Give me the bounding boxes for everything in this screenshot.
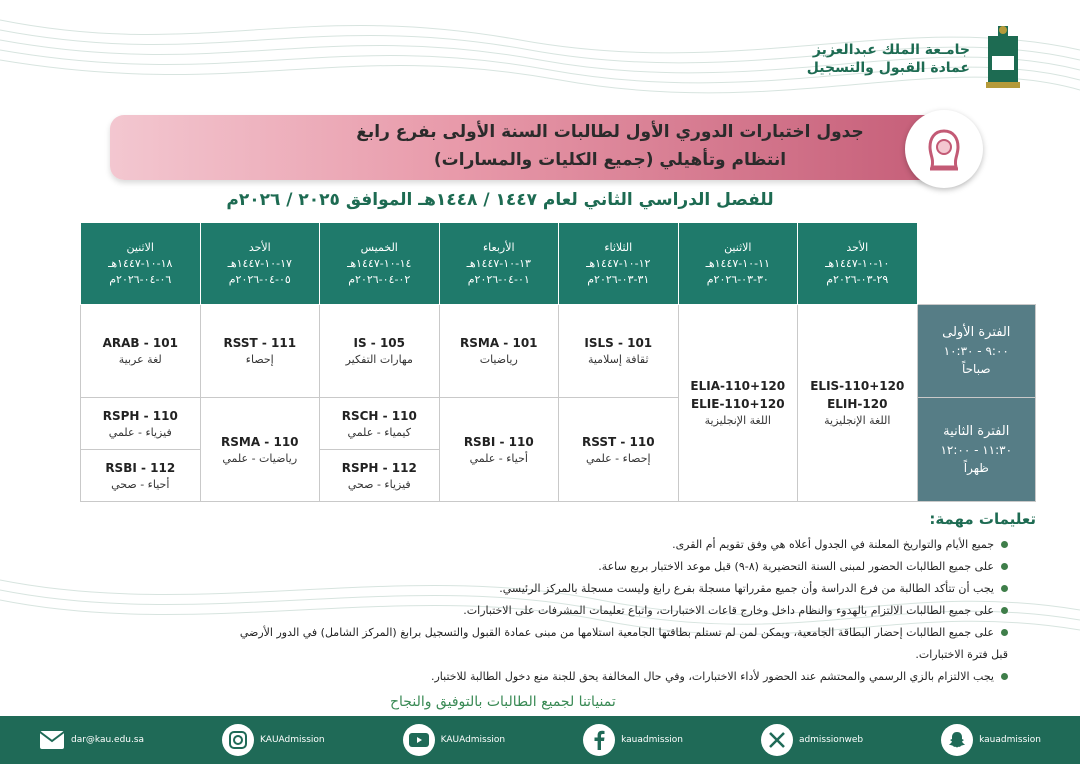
day-header-3: الأربعاء ١٣-١٠-١٤٤٧هـ ٠١-٠٤-٢٠٢٦م (439, 223, 559, 305)
table-header-row (81, 223, 1036, 305)
page-title (330, 118, 890, 174)
cell-p2-thu-b: RSPH - 112 فيزياء - صحي (320, 450, 440, 502)
instruction-item: يجب أن تتأكد الطالبة من فرع الدراسة وأن جميع مقرراتها مسجلة بفرع رابغ وليست مسجلة بالمركز الرئيسي. (48, 578, 1008, 600)
day-header-0: الأحد ١٠-١٠-١٤٤٧هـ ٢٩-٠٣-٢٠٢٦م (798, 223, 918, 305)
cell-p2-tue: RSST - 110 إحصاء - علمي (559, 398, 679, 502)
instagram-icon (222, 724, 254, 756)
instruction-item: على جميع الطالبات إحضار البطاقة الجامعية، ويمكن لمن لم تستلم بطاقتها الجامعية استلامها من مبنى عمادة القبول والتسجيل برابغ (المركز الشامل) في الدور الأرضي (48, 622, 1008, 644)
day-header-1: الاثنين ١١-١٠-١٤٤٧هـ ٣٠-٠٣-٢٠٢٦م (678, 223, 798, 305)
instruction-item: جميع الأيام والتواريخ المعلنة في الجدول أعلاه هي وفق تقويم أم القرى. (48, 534, 1008, 556)
x-link[interactable] (761, 724, 863, 756)
footer-social-bar (0, 716, 1080, 764)
instruction-item: على جميع الطالبات الحضور لمبنى السنة التحضيرية (٨-٩) قبل موعد الاختبار بربع ساعة. (48, 556, 1008, 578)
cell-p2-mon2-a: RSPH - 110 فيزياء - علمي (81, 398, 201, 450)
instagram-handle: KAUAdmission (260, 735, 325, 745)
facebook-icon (583, 724, 615, 756)
deanship-name: عمادة القبول والتسجيل (806, 60, 970, 76)
period-2-label: الفترة الثانية ١١:٣٠ - ١٢:٠٠ ظهراً (917, 398, 1035, 502)
university-name: جامـعة الملك عبدالعزيز (812, 42, 970, 58)
day-header-6: الاثنين ١٨-١٠-١٤٤٧هـ ٠٦-٠٤-٢٠٢٦م (81, 223, 201, 305)
instructions-list (48, 534, 1008, 688)
instagram-link[interactable] (222, 724, 325, 756)
instruction-item: يجب الالتزام بالزي الرسمي والمحتشم عند الحضور لأداء الاختبارات، وفي حال المخالفة يحق للجنة منع دخول الطالبة للاختبار. (48, 666, 1008, 688)
youtube-icon (403, 724, 435, 756)
cell-p1-tue: ISLS - 101 ثقافة إسلامية (559, 305, 679, 398)
university-emblem-icon (978, 26, 1028, 92)
table-corner (917, 223, 1035, 305)
student-avatar (905, 110, 983, 188)
email-icon (39, 730, 65, 750)
facebook-link[interactable] (583, 724, 683, 756)
cell-p2-wed: RSBI - 110 أحياء - علمي (439, 398, 559, 502)
snapchat-handle: kauadmission (979, 735, 1041, 745)
cell-p1-thu: IS - 105 مهارات التفكير (320, 305, 440, 398)
cell-p2-mon2-b: RSBI - 112 أحياء - صحي (81, 450, 201, 502)
youtube-link[interactable] (403, 724, 506, 756)
snapchat-link[interactable] (941, 724, 1041, 756)
cell-p1-sun2: RSST - 111 إحصاء (200, 305, 320, 398)
day-header-2: الثلاثاء ١٢-١٠-١٤٤٧هـ ٣١-٠٣-٢٠٢٦م (559, 223, 679, 305)
title-line-1: جدول اختبارات الدوري الأول لطالبات السنة الأولى بفرع رابغ (356, 122, 864, 142)
university-logo-block (788, 24, 1028, 94)
period-1-label: الفترة الأولى ٩:٠٠ - ١٠:٣٠ صباحاً (917, 305, 1035, 398)
facebook-handle: kauadmission (621, 735, 683, 745)
day-header-4: الخميس ١٤-١٠-١٤٤٧هـ ٠٢-٠٤-٢٠٢٦م (320, 223, 440, 305)
instruction-item-continued: قبل فترة الاختبارات. (915, 648, 1008, 661)
email-text: dar@kau.edu.sa (70, 735, 145, 745)
instruction-item: على جميع الطالبات الالتزام بالهدوء والنظام داخل وخارج قاعات الاختبارات، واتباع تعليمات المشرفات على الاختبارات. (48, 600, 1008, 622)
snapchat-icon (941, 724, 973, 756)
day-header-5: الأحد ١٧-١٠-١٤٤٧هـ ٠٥-٠٤-٢٠٢٦م (200, 223, 320, 305)
closing-wish: تمنياتنا لجميع الطالبات بالتوفيق والنجاح (390, 694, 616, 710)
cell-p2-sun2: RSMA - 110 رياضيات - علمي (200, 398, 320, 502)
exam-schedule-table (80, 222, 1036, 502)
cell-p1-wed: RSMA - 101 رياضيات (439, 305, 559, 398)
cell-p2-thu-a: RSCH - 110 كيمياء - علمي (320, 398, 440, 450)
email-link[interactable] (39, 730, 144, 750)
title-line-2: انتظام وتأهيلي (جميع الكليات والمسارات) (433, 150, 787, 170)
instructions-title: تعليمات مهمة: (929, 510, 1036, 528)
period-1-row (81, 305, 1036, 398)
cell-sun-english: ELIS-110+120 ELIH-120 اللغة الإنجليزية (798, 305, 918, 502)
cell-p1-mon2: ARAB - 101 لغة عربية (81, 305, 201, 398)
female-student-icon (920, 125, 968, 173)
x-icon (761, 724, 793, 756)
x-handle: admissionweb (798, 735, 864, 745)
cell-mon-english: ELIA-110+120 ELIE-110+120 اللغة الإنجليزية (678, 305, 798, 502)
semester-subtitle: للفصل الدراسي الثاني لعام ١٤٤٧ / ١٤٤٨هـ الموافق ٢٠٢٥ / ٢٠٢٦م (226, 190, 774, 210)
youtube-handle: KAUAdmission (440, 735, 506, 745)
